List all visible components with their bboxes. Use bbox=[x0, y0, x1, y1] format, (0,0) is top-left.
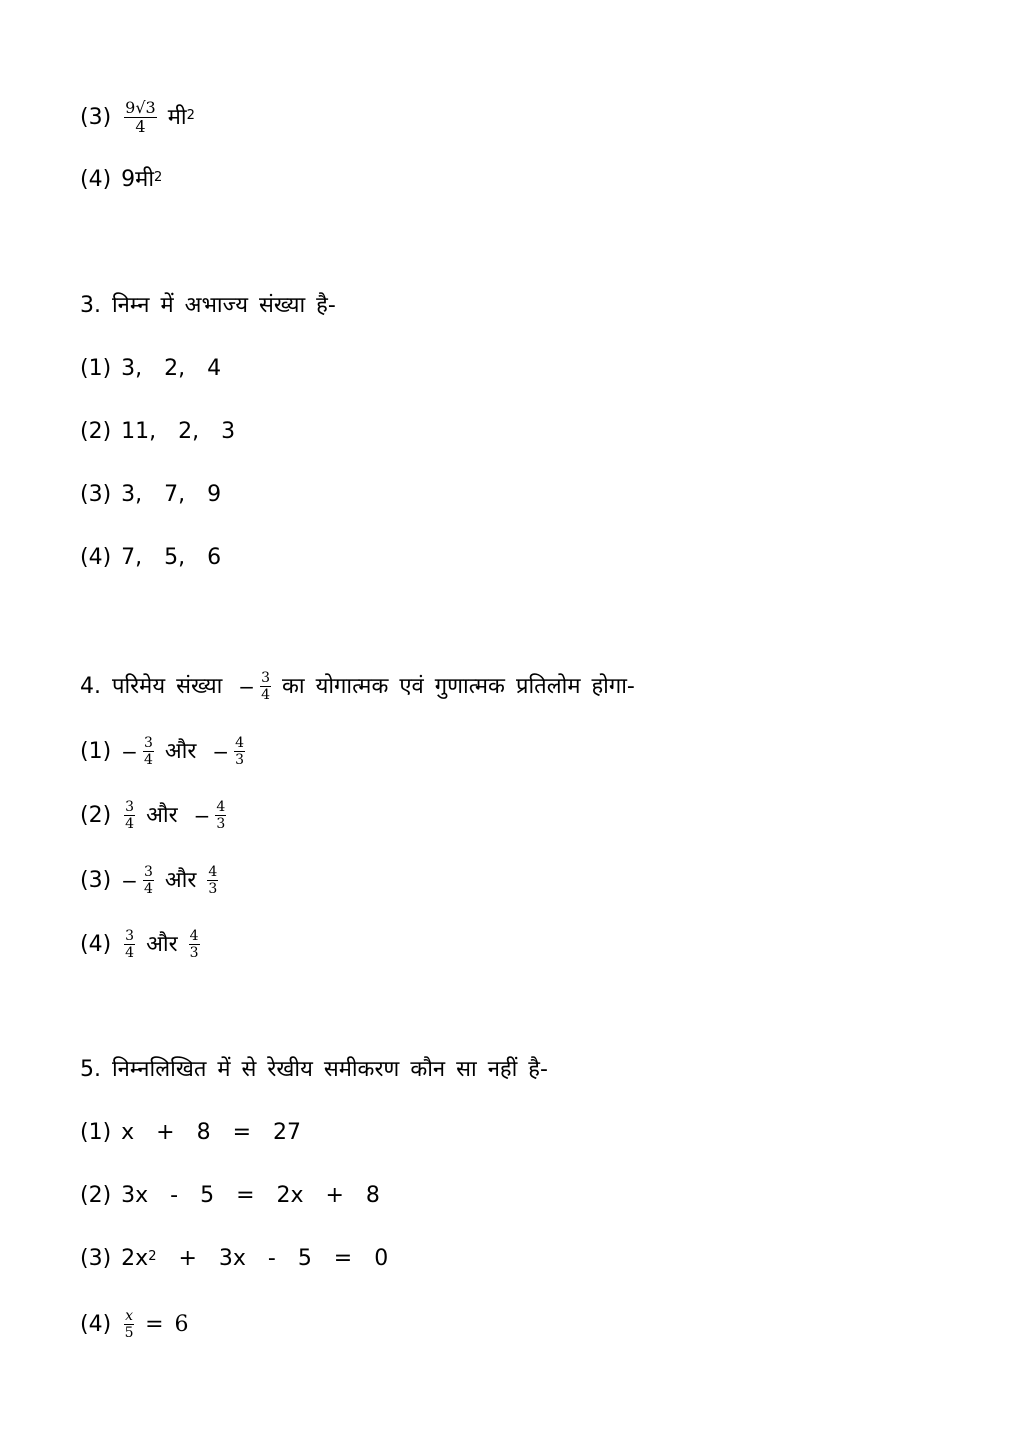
q4-option-1: (1) − $\frac{3}{4}$ और − $\frac{4}{3}$ bbox=[80, 735, 245, 768]
option-value: 9मी bbox=[121, 167, 155, 192]
q5-option-2: (2) 3x - 5 = 2x + 8 bbox=[80, 1183, 380, 1208]
q2-option-3: (3) $\frac{9√3}{4}$ मी $^2$ bbox=[80, 98, 195, 136]
q2-option-4: (4) 9मी $^2$ bbox=[80, 167, 163, 192]
option-label: (4) bbox=[80, 167, 112, 192]
q4-option-2: (2) $\frac{3}{4}$ और − $\frac{4}{3}$ bbox=[80, 799, 226, 832]
fraction: $\frac{4}{3}$ bbox=[189, 928, 199, 961]
q3-question: 3. निम्न में अभाज्य संख्या है- bbox=[80, 293, 336, 318]
fraction: $\frac{4}{3}$ bbox=[208, 864, 218, 897]
q3-option-1: (1) 3, 2, 4 bbox=[80, 356, 222, 381]
q4-option-4: (4) $\frac{3}{4}$ और $\frac{4}{3}$ bbox=[80, 928, 199, 961]
fraction: $\frac{4}{3}$ bbox=[216, 799, 226, 832]
fraction: $\frac{3}{4}$ bbox=[125, 928, 135, 961]
fraction: $\frac{4}{3}$ bbox=[235, 735, 245, 768]
q3-option-2: (2) 11, 2, 3 bbox=[80, 419, 236, 444]
q5-option-3: (3) 2x $^2$ + 3x - 5 = 0 bbox=[80, 1246, 389, 1271]
fraction: $\frac{3}{4}$ bbox=[261, 670, 270, 703]
q3-option-3: (3) 3, 7, 9 bbox=[80, 482, 222, 507]
fraction: $\frac{3}{4}$ bbox=[143, 735, 153, 768]
fraction: $\frac{x}{5}$ bbox=[124, 1308, 134, 1341]
unit: मी bbox=[167, 104, 187, 130]
q5-option-1: (1) x + 8 = 27 bbox=[80, 1120, 301, 1145]
q4-question: 4. परिमेय संख्या − $\frac{3}{4}$ का योगात्मक एवं गुणात्मक प्रतिलोम होगा- bbox=[80, 670, 635, 703]
fraction: $\frac{3}{4}$ bbox=[143, 864, 153, 897]
q3-option-4: (4) 7, 5, 6 bbox=[80, 545, 222, 570]
fraction: $\frac{3}{4}$ bbox=[125, 799, 135, 832]
q4-option-3: (3) − $\frac{3}{4}$ और $\frac{4}{3}$ bbox=[80, 864, 218, 897]
fraction: $\frac{9√3}{4}$ bbox=[125, 98, 156, 136]
q5-option-4: (4) $\frac{x}{5}$ = 6 bbox=[80, 1308, 189, 1341]
option-label: (3) bbox=[80, 104, 112, 130]
q5-question: 5. निम्नलिखित में से रेखीय समीकरण कौन सा नहीं है- bbox=[80, 1057, 548, 1082]
